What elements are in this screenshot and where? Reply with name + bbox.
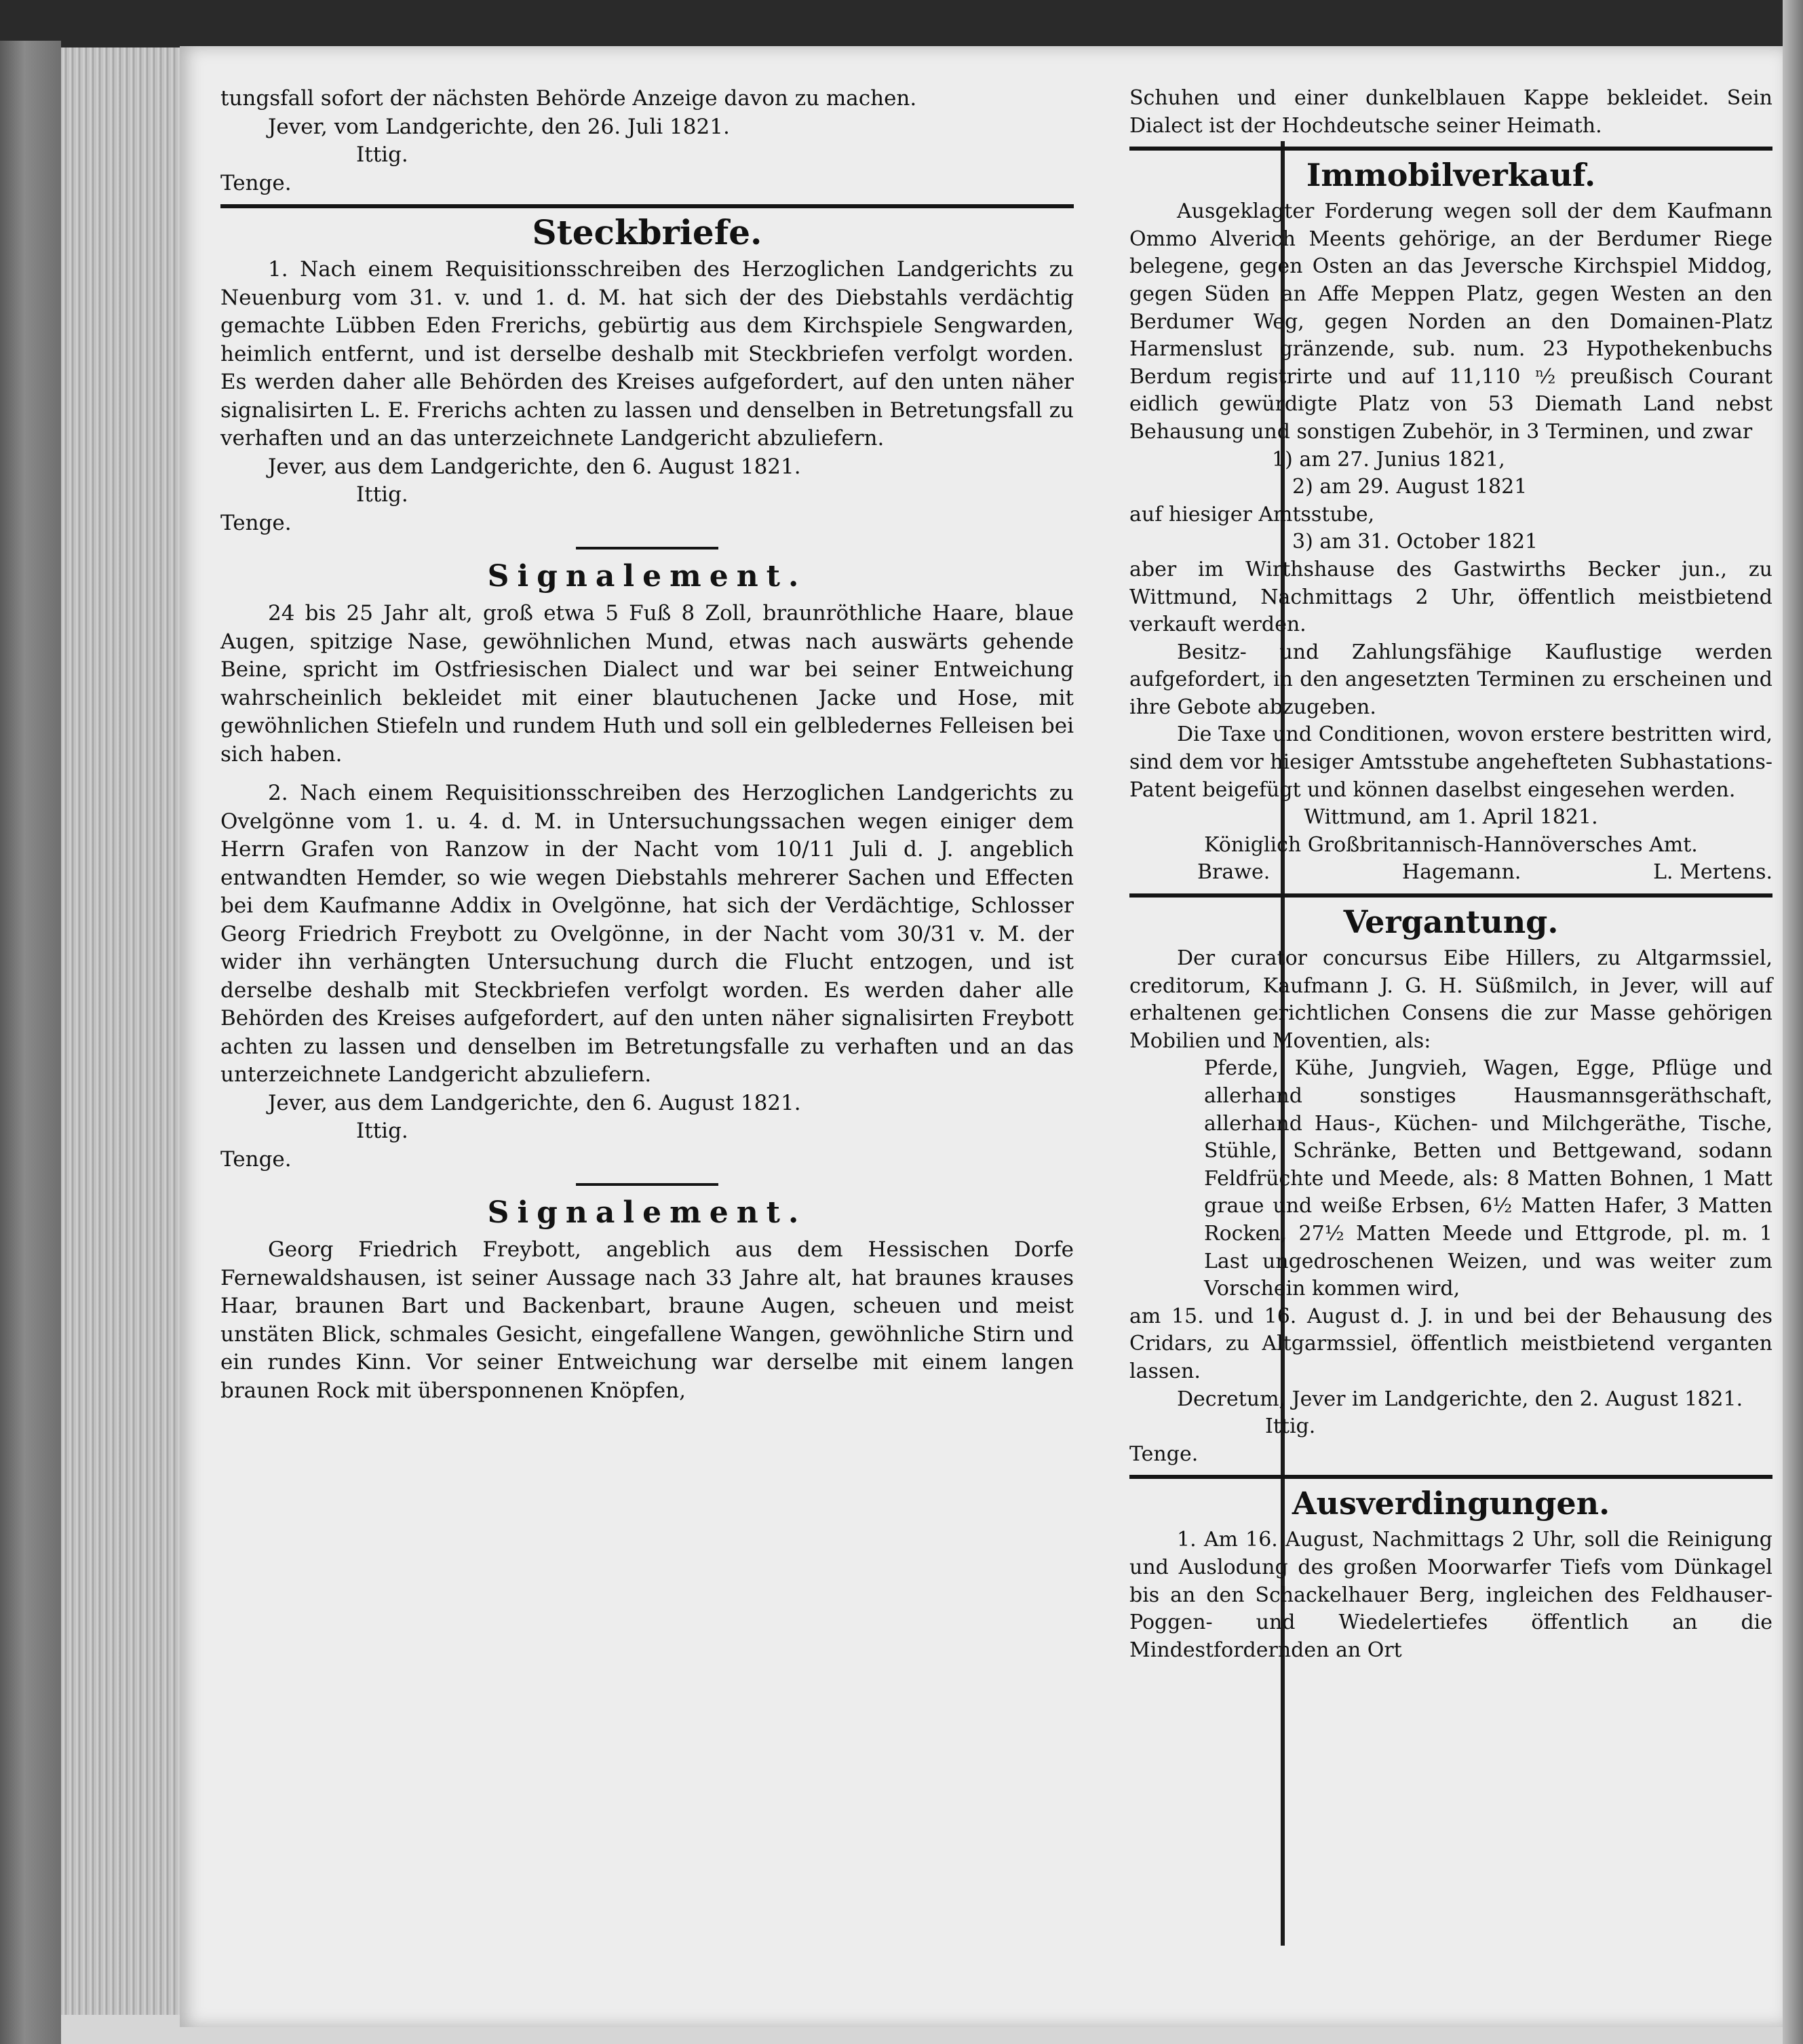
heading-signalement-1: Signalement. [487, 559, 807, 594]
steckbrief-1-text: 1. Nach einem Requisitionsschreiben des Herzoglichen Landgerichts zu Neuenburg vom 31. v. und 1. d. M. hat sich der des Diebstahls verdächtig gemachte Lübben Eden Frerichs, gebürtig aus dem Kirchspiele Sengwarden, heimlich entfernt, und ist derselbe deshalb mit Steckbriefen verfolgt worden. Es werden daher alle Behörden des Kreises aufgefordert, auf den unten näher signalisirten L. E. Frerichs achten zu lassen und denselben in Betretungsfall zu verhaften und an das unterzeichnete Landgericht abzuliefern. [220, 257, 1074, 450]
short-rule [576, 1183, 718, 1186]
signalement-1-text: 24 bis 25 Jahr alt, groß etwa 5 Fuß 8 Zoll, braunröthliche Haare, blaue Augen, spitzige Nase, gewöhnlichen Mund, etwas nach auswärts gehende Beine, spricht im Ostfriesischen Dialect und war bei seiner Entweichung wahrscheinlich bekleidet mit einer blautuchenen Jacke und Hose, mit gewöhnlichen Stiefeln und rundem Huth und soll ein gelbledernes Felleisen bei sich haben. [220, 601, 1074, 767]
section-rule [220, 204, 1074, 208]
intro-place-date: Jever, vom Landgerichte, den 26. Juli 1821. [268, 114, 730, 139]
signature-brawe: Brawe. [1197, 860, 1271, 885]
steckbrief-2-place-date: Jever, aus dem Landgerichte, den 6. August 1821. [268, 1090, 801, 1115]
book-edge [0, 41, 61, 2044]
vergantung-signature-tenge: Tenge. [1129, 1442, 1199, 1466]
heading-immobilverkauf: Immobilverkauf. [1306, 157, 1596, 194]
ausverdingungen-text: 1. Am 16. August, Nachmittags 2 Uhr, soll die Reinigung und Auslodung des großen Moorwarfer Tiefs vom Dünkagel bis an den Schackelhauer Berg, ingleichen des Feldhauser-Poggen- und Wiedelertiefes öffentlich an die Mindestfordernden an Ort [1129, 1528, 1772, 1662]
scan-top-border [0, 0, 1803, 47]
vergantung-goods: Pferde, Kühe, Jungvieh, Wagen, Egge, Pflüge und allerhand sonstiges Hausmannsgeräthschaft, allerhand Haus-, Küchen- und Milchgeräthe, Tische, Stühle, Schränke, Betten und Bettgewand, sodann Feldfrüchte und Meede, als: 8 Matten Bohnen, 1 Matt graue und weiße Erbsen, 6½ Matten Hafer, 3 Matten Rocken, 27½ Matten Meede und Ettgrode, pl. m. 1 Last ungedroschenen Weizen, und was weiter zum Vorschein kommen wird, [1204, 1056, 1772, 1301]
intro-text: tungsfall sofort der nächsten Behörde Anzeige davon zu machen. [220, 86, 917, 111]
steckbrief-1-place-date: Jever, aus dem Landgerichte, den 6. August 1821. [268, 454, 801, 479]
left-column [220, 85, 1074, 1405]
right-column [1129, 85, 1772, 1664]
immobil-signatures [1129, 859, 1772, 887]
heading-steckbriefe: Steckbriefe. [532, 212, 762, 252]
signature-ittig: Ittig. [356, 142, 408, 167]
vergantung-place-date: Decretum, Jever im Landgerichte, den 2. August 1821. [1177, 1387, 1743, 1411]
immobil-office: Königlich Großbritannisch-Hannöversches Amt. [1204, 832, 1698, 857]
heading-ausverdingungen: Ausverdingungen. [1292, 1485, 1610, 1522]
heading-signalement-2: Signalement. [487, 1195, 807, 1230]
term-1: 1) am 27. Junius 1821, [1272, 447, 1505, 471]
signature-hagemann: Hagemann. [1401, 860, 1521, 885]
steckbrief-2-text: 2. Nach einem Requisitionsschreiben des Herzoglichen Landgerichts zu Ovelgönne vom 1. u. 4. d. M. in Untersuchungssachen wegen einiger dem Herrn Grafen von Ranzow in der Nacht vom 10/11 Juli d. J. angeblich entwandten Hemder, so wie wegen Diebstahls mehrerer Sachen und Effecten bei dem Kaufmanne Addix in Ovelgönne, hat sich der Verdächtige, Schlosser Georg Friedrich Freybott zu Ovelgönne, in der Nacht vom 30/31 v. M. der wider ihn verhängten Untersuchung durch die Flucht entzogen, und ist derselbe deshalb mit Steckbriefen verfolgt worden. Es werden daher alle Behörden des Kreises aufgefordert, auf den unten näher signalisirten Freybott achten zu lassen und denselben im Betretungsfalle zu verhaften und an das unterzeichnete Landgericht abzuliefern. [220, 781, 1074, 1087]
term-location-1: auf hiesiger Amtsstube, [1129, 502, 1375, 526]
signalement-2-text: Georg Friedrich Freybott, angeblich aus dem Hessischen Dorfe Fernewaldshausen, ist seiner Aussage nach 33 Jahre alt, hat braunes krauses Haar, braunen Bart und Backenbart, braune Augen, scheuen und meist unstäten Blick, schmales Gesicht, eingefallene Wangen, gewöhnliche Stirn und ein rundes Kinn. Vor seiner Entweichung war derselbe mit einem langen braunen Rock mit übersponnenen Knöpfen, [220, 1237, 1074, 1403]
scan-right-border [1783, 0, 1803, 2044]
taxe-text: Die Taxe und Conditionen, wovon erstere bestritten wird, sind dem vor hiesiger Amtsstube angehefteten Subhastations-Patent beigefügt und können daselbst eingesehen werden. [1129, 722, 1772, 802]
vergantung-date: am 15. und 16. August d. J. in und bei der Behausung des Cridars, zu Altgarmssiel, öffentlich meistbietend verganten lassen. [1129, 1304, 1772, 1383]
term-3: 3) am 31. October 1821 [1292, 530, 1538, 554]
signalement-2-continued: Schuhen und einer dunkelblauen Kappe bekleidet. Sein Dialect ist der Hochdeutsche seiner Heimath. [1129, 86, 1772, 138]
steckbrief-2-signature-ittig: Ittig. [356, 1119, 408, 1143]
steckbrief-1-signature-tenge: Tenge. [220, 510, 292, 535]
heading-vergantung: Vergantung. [1343, 904, 1559, 941]
section-rule [1129, 1475, 1772, 1479]
steckbrief-2-signature-tenge: Tenge. [220, 1146, 292, 1172]
signature-tenge: Tenge. [220, 170, 292, 195]
term-2: 2) am 29. August 1821 [1292, 475, 1528, 499]
intro-signatures [220, 141, 1074, 170]
steckbrief-1-signature-ittig: Ittig. [356, 482, 408, 507]
section-rule [1129, 147, 1772, 151]
term-location-2: aber im Wirthshause des Gastwirths Becker jun., zu Wittmund, Nachmittags 2 Uhr, öffentlich meistbietend verkauft werden. [1129, 557, 1772, 637]
immobilverkauf-text: Ausgeklagter Forderung wegen soll der dem Kaufmann Ommo Alverich Meents gehörige, an der Berdumer Riege belegene, gegen Osten an das Jeversche Kirchspiel Middog, gegen Süden an Affe Meppen Platz, gegen Westen an den Berdumer Weg, gegen Norden an den Domainen-Platz Harmenslust gränzende, sub. num. 23 Hypothekenbuchs Berdum registrirte und auf 11,110 ⁿ⁄₂ preußisch Courant eidlich gewürdigte Platz von 53 Diemath Land nebst Behausung und sonstigen Zubehör, in 3 Terminen, und zwar [1129, 199, 1772, 444]
signature-mertens: L. Mertens. [1653, 860, 1772, 885]
vergantung-text: Der curator concursus Eibe Hillers, zu Altgarmssiel, creditorum, Kaufmann J. G. H. Süßmilch, in Jever, will auf erhaltenen gerichtlichen Consens die zur Masse gehörigen Mobilien und Moventien, als: [1129, 946, 1772, 1053]
vergantung-signature-ittig: Ittig. [1265, 1414, 1316, 1439]
page-stack-edges [61, 47, 180, 2015]
section-rule [1129, 893, 1772, 898]
immobil-place-date: Wittmund, am 1. April 1821. [1304, 805, 1598, 830]
bidders-text: Besitz- und Zahlungsfähige Kauflustige werden aufgefordert, in den angesetzten Terminen zu erscheinen und ihre Gebote abzugeben. [1129, 640, 1772, 719]
short-rule [576, 547, 718, 549]
